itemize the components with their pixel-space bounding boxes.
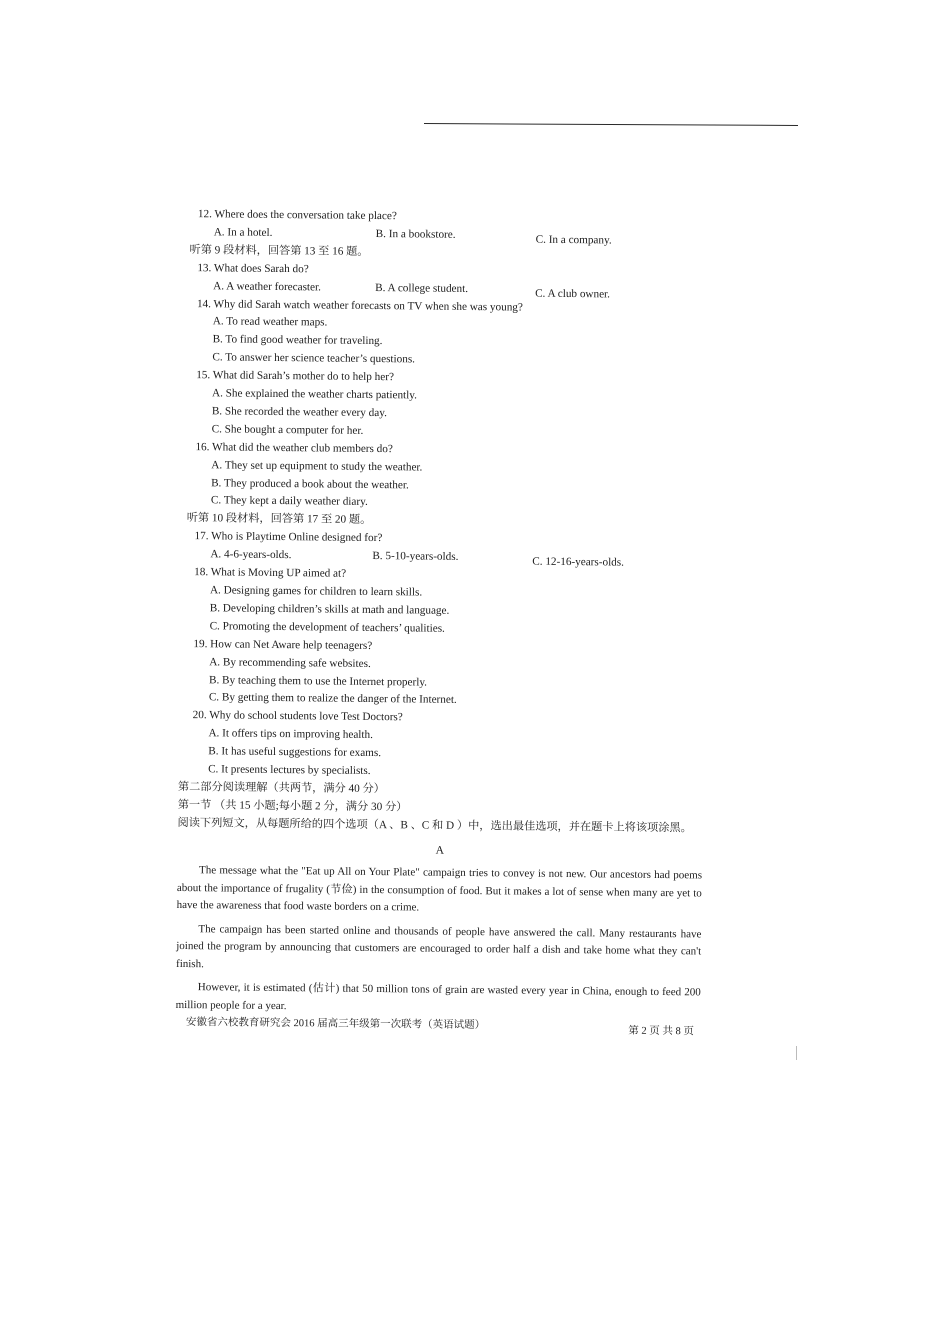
answer-option: C. By getting them to realize the danger of the Internet. bbox=[208, 691, 457, 707]
scan-mark bbox=[796, 1046, 797, 1060]
answer-option: B. By teaching them to use the Internet properly. bbox=[208, 673, 428, 689]
answer-option: C. They kept a daily weather diary. bbox=[210, 494, 368, 509]
question-number: 12. bbox=[197, 208, 212, 221]
question-text: What is Moving UP aimed at? bbox=[210, 566, 347, 580]
answer-option: A. To read weather maps. bbox=[212, 315, 328, 329]
question-number: 15. bbox=[196, 369, 211, 382]
question-text: What did Sarah’s mother do to help her? bbox=[212, 369, 394, 384]
answer-option: B. Developing children’s skills at math and language. bbox=[209, 602, 450, 617]
answer-option: A. In a hotel. bbox=[213, 226, 273, 239]
question-number: 16. bbox=[195, 440, 210, 454]
answer-option: C. To answer her science teacher’s questions. bbox=[212, 351, 416, 366]
answer-option: C. Promoting the development of teachers’ qualities. bbox=[209, 620, 445, 635]
header-rule bbox=[424, 123, 798, 126]
answer-option: C. 12-16-years-olds. bbox=[532, 555, 625, 569]
question-number: 18. bbox=[194, 566, 209, 579]
answer-option: C. In a company. bbox=[535, 233, 612, 247]
section-title: 第一节 （共 15 小题;每小题 2 分，满分 30 分） bbox=[177, 798, 408, 814]
part2-title: 第二部分阅读理解（共两节，满分 40 分） bbox=[177, 780, 385, 796]
answer-option: B. They produced a book about the weather. bbox=[211, 476, 409, 491]
passage-label: A bbox=[435, 844, 444, 858]
listening-instruction: 听第 9 段材料，回答第 13 至 16 题。 bbox=[189, 243, 369, 258]
question-number: 13. bbox=[197, 261, 212, 274]
passage-paragraph: The message what the "Eat up All on Your Plate" campaign tries to convey is not new. Our ancestors had poems about the importance of frugality (节俭) in the consumption of food. But it makes a lot of sense when many are yet to have the awareness that food waste borders on a crime. bbox=[176, 864, 703, 914]
answer-option: A. 4-6-years-olds. bbox=[210, 548, 292, 562]
footer-page-number: 第 2 页 共 8 页 bbox=[628, 1025, 694, 1038]
passage-paragraph: The campaign has been started online and thousands of people have answered the call. Many restaurants have joined the program by announcing that customers are encouraged to order half a dish and take home what they can't finish. bbox=[176, 922, 702, 970]
question-text: What does Sarah do? bbox=[213, 262, 309, 276]
question-text: Where does the conversation take place? bbox=[214, 208, 397, 223]
answer-option: B. She recorded the weather every day. bbox=[211, 405, 387, 420]
question-text: Why do school students love Test Doctors? bbox=[209, 709, 403, 724]
question-text: Why did Sarah watch weather forecasts on TV when she was young? bbox=[213, 297, 523, 314]
answer-option: B. It has useful suggestions for exams. bbox=[208, 745, 382, 760]
question-text: Who is Playtime Online designed for? bbox=[211, 530, 383, 545]
question-number: 19. bbox=[193, 637, 208, 650]
question-list bbox=[175, 206, 708, 1026]
answer-option: A. It offers tips on improving health. bbox=[208, 727, 374, 742]
answer-option: A. A weather forecaster. bbox=[213, 279, 322, 294]
reading-instruction: 阅读下列短文，从每题所给的四个选项（A 、B 、C 和 D ）中，选出最佳选项，并在题卡上将该项涂黑。 bbox=[177, 816, 692, 835]
answer-option: A. She explained the weather charts patiently. bbox=[211, 387, 418, 402]
question-text: How can Net Aware help teenagers? bbox=[210, 638, 373, 652]
footer-exam-title: 安徽省六校教育研究会 2016 届高三年级第一次联考（英语试题） bbox=[185, 1016, 486, 1032]
answer-option: B. A college student. bbox=[375, 281, 469, 295]
answer-option: B. In a bookstore. bbox=[375, 227, 456, 241]
listening-instruction: 听第 10 段材料，回答第 17 至 20 题。 bbox=[186, 512, 372, 527]
question-number: 20. bbox=[192, 709, 207, 722]
answer-option: B. 5-10-years-olds. bbox=[372, 550, 459, 564]
answer-option: C. She bought a computer for her. bbox=[211, 423, 364, 437]
answer-option: C. A club owner. bbox=[535, 287, 611, 301]
question-text: What did the weather club members do? bbox=[212, 441, 393, 455]
answer-option: C. It presents lectures by specialists. bbox=[208, 763, 371, 778]
answer-option: A. By recommending safe websites. bbox=[209, 655, 371, 670]
answer-option: A. Designing games for children to learn skills. bbox=[209, 584, 423, 599]
question-number: 14. bbox=[196, 297, 212, 310]
passage-paragraph: However, it is estimated (估计) that 50 million tons of grain are wasted every year in China, enough to feed 200 million people for a year. bbox=[175, 981, 701, 1012]
answer-option: B. To find good weather for traveling. bbox=[212, 333, 383, 348]
answer-option: A. They set up equipment to study the weather. bbox=[211, 458, 423, 474]
question-number: 17. bbox=[194, 530, 209, 543]
